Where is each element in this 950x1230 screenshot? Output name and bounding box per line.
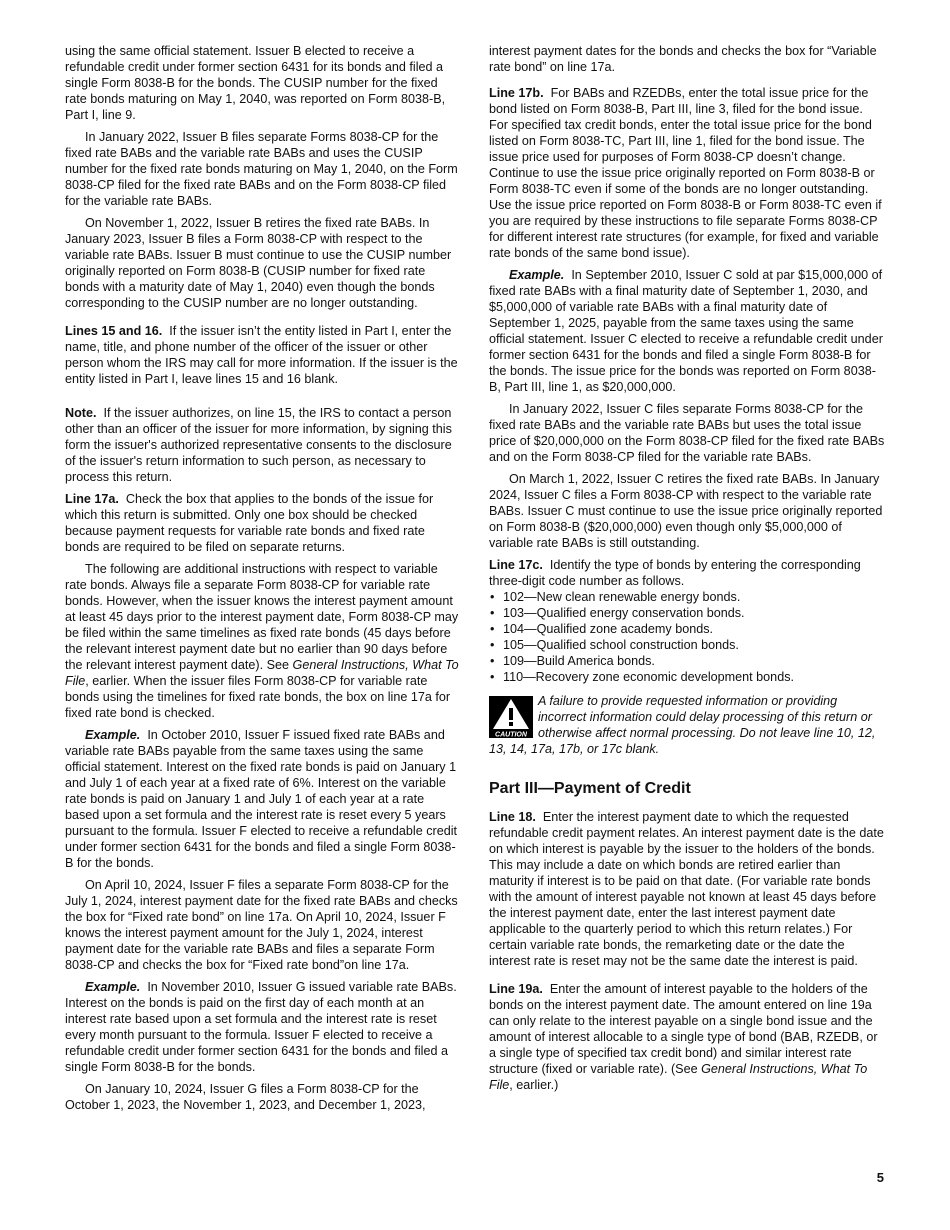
example-heading: Example. <box>85 728 141 742</box>
caution-text: A failure to provide requested information or providing incorrect information could delay processing of this return or otherwise affect normal processing. Do not leave line 10, 12, 13, 14, 17a, 17b, or 17c blank. <box>489 694 876 756</box>
example-text: In November 2010, Issuer G issued variable rate BABs. Interest on the bonds is paid on the first day of each month at an interest rate based upon a set formula and the interest rate is reset every month pursuant to the formula. Issuer F elected to receive a refundable credit under former section 6431 for the bonds and filed a single Form 8038-B for the bonds. <box>65 980 457 1074</box>
paragraph: On March 1, 2022, Issuer C retires the fixed rate BABs. In January 2024, Issuer C files a Form 8038-CP with respect to the variable rate BABs. Issuer C must continue to use the issue price originally reported on Form 8038-B ($20,000,000) even though only $5,000,000 of variable rate BABs is still outstanding. <box>489 472 883 550</box>
page-number: 5 <box>876 1170 884 1185</box>
line-17c-heading: Line 17c. <box>489 558 543 572</box>
line-18-heading: Line 18. <box>489 810 536 824</box>
list-item: • 102—New clean renewable energy bonds. <box>489 589 885 605</box>
caution-label: CAUTION <box>495 731 527 738</box>
caution-box <box>489 693 885 757</box>
paragraph: interest payment dates for the bonds and checks the box for “Variable rate bond” on line 17a. <box>489 44 877 74</box>
list-item: • 103—Qualified energy conservation bonds. <box>489 605 885 621</box>
example-text: In October 2010, Issuer F issued fixed rate BABs and variable rate BABs payable from the same taxes using the same official statement. Interest on the fixed rate bonds is paid on January 1 and July 1 of each year at a fixed rate of 6%. Interest on the variable rate bonds is paid on January 1 and July 1 of each year at a rate based upon a set formula and the interest rate is reset every 5 years pursuant to the formula. Issuer F elected to receive a refundable credit under former section 6431 for the bonds and filed a single Form 8038-B for the bonds. <box>65 728 458 870</box>
line-17c-section <box>489 557 885 589</box>
caution-icon <box>489 696 533 738</box>
line-17c-text: Identify the type of bonds by entering the corresponding three-digit code number as follows. <box>489 558 861 588</box>
left-column <box>65 43 461 1119</box>
variable-rate-text-end: , earlier. When the issuer files Form 8038-CP for variable rate bonds using the timelines for fixed rate bonds, the box on line 17a for fixed rate bond is checked. <box>65 674 451 720</box>
line-19a-heading: Line 19a. <box>489 982 543 996</box>
lines-15-16-section <box>65 323 461 387</box>
line-17b-heading: Line 17b. <box>489 86 544 100</box>
note-text: If the issuer authorizes, on line 15, the IRS to contact a person other than an officer of the issuer for more information, by signing this form the issuer's authorized representative consents to the disclosure of the issuer's return information to such person, as necessary to process this return. <box>65 406 452 484</box>
lines-15-16-heading: Lines 15 and 16. <box>65 324 163 338</box>
list-item: • 109—Build America bonds. <box>489 653 885 669</box>
line-19a-text-end: , earlier.) <box>509 1078 559 1092</box>
example-text: In September 2010, Issuer C sold at par $15,000,000 of fixed rate BABs with a final maturity date of September 1, 2030, and $5,000,000 of variable rate BABs with a final maturity date of September 1, 2025, payable from the same taxes using the same official statement. Issuer C elected to receive a refundable credit under former section 6431 for the bonds and filed a single Form 8038-B for the bonds. The issue price for the bonds was reported on Form 8038-B, Part III, line 1, as $20,000,000. <box>489 268 883 394</box>
line-18-text: Enter the interest payment date to which the requested refundable credit payment relates. An interest payment date is the date on which interest is payable by the issuer to the holders of the bonds. This may include a date on which bonds are retired earlier than maturity if interest is to be paid on that date. (For variable rate bonds with the amount of interest payable not known at least 45 days before the interest payment date, enter the last interest payment date applicable to the quarterly period to which this return relates.) For certain variable rate bonds, the remarketing date or the date the interest rate is reset may not be the same date the interest is paid. <box>489 810 884 968</box>
example-heading: Example. <box>509 268 565 282</box>
part-iii-heading: Part III—Payment of Credit <box>489 780 691 797</box>
line-17b-section <box>489 85 885 261</box>
paragraph: In January 2022, Issuer C files separate Forms 8038-CP for the fixed rate BABs and the variable rate BABs but uses the total issue price of $20,000,000 on the Form 8038-CP filed for the fixed rate BABs and on the Form 8038-CP filed for the variable rate BABs. <box>489 402 885 464</box>
line-17b-text: For BABs and RZEDBs, enter the total issue price for the bond listed on Form 8038-B, Part III, line 3, filed for the bond issue. For specified tax credit bonds, enter the total issue price for the bond listed on Form 8038-TC, Part III, line 1, filed for the bond issue. The issue price used for purposes of Form 8038-CP doesn’t change. Continue to use the issue price originally reported on Form 8038-B or Form 8038-TC even if some of the bonds are no longer outstanding. Use the issue price reported on Form 8038-B or Form 8038-TC even if you are required by these instructions to file separate Forms 8038-CP for different interest rate structures (for example, for fixed and variable rate bonds of the same bond issue). <box>489 86 882 260</box>
example-heading: Example. <box>85 980 141 994</box>
bond-code-list <box>489 589 885 685</box>
example-issuer-g <box>65 979 461 1075</box>
list-item: • 104—Qualified zone academy bonds. <box>489 621 885 637</box>
list-item: • 105—Qualified school construction bonds. <box>489 637 885 653</box>
right-column <box>489 43 885 1099</box>
paragraph: In January 2022, Issuer B files separate Forms 8038-CP for the fixed rate BABs and the variable rate BABs and uses the CUSIP number for the fixed rate bonds maturing on May 1, 2040, on the Form 8038-CP filed for the fixed rate BABs and on the Form 8038-CP filed for the variable rate BABs. <box>65 130 458 208</box>
cross-reference: General Instructions, What To File <box>65 658 459 688</box>
line-17a-text: Check the box that applies to the bonds of the issue for which this return is submitted. Only one box should be checked because payment requests for variable rate bonds and fixed rate bonds are required to be filed on separate returns. <box>65 492 434 554</box>
example-issuer-f <box>65 727 461 871</box>
list-item: • 110—Recovery zone economic development bonds. <box>489 669 885 685</box>
paragraph: On January 10, 2024, Issuer G files a Form 8038-CP for the October 1, 2023, the November 1, 2023, and December 1, 2023, <box>65 1082 426 1112</box>
line-19a-section <box>489 981 885 1093</box>
cross-reference: General Instructions, What To File <box>489 1062 868 1092</box>
line-17a-section <box>65 491 461 555</box>
paragraph: On November 1, 2022, Issuer B retires the fixed rate BABs. In January 2023, Issuer B files a Form 8038-CP with respect to the variable rate BABs. Issuer B must continue to use the CUSIP number originally reported on Form 8038-B (CUSIP number for fixed rate bonds with a maturity date of May 1, 2040) even though the bonds corresponding to the CUSIP number are no longer outstanding. <box>65 216 452 310</box>
note-heading: Note. <box>65 406 97 420</box>
variable-rate-text: The following are additional instructions with respect to variable rate bonds. Always file a separate Form 8038-CP for variable rate bonds. However, when the issuer knows the interest payment amount at least 45 days prior to the interest payment date, Form 8038-CP may be filed within the same timelines as fixed rate bonds (45 days before the relevant interest payment date but no earlier than 90 days before the relevant interest payment date). See <box>65 562 459 672</box>
line-17a-heading: Line 17a. <box>65 492 119 506</box>
paragraph: using the same official statement. Issuer B elected to receive a refundable credit under former section 6431 for its bonds and filed a single Form 8038-B for the bonds. The CUSIP number for the fixed rate bonds maturing on May 1, 2040, was reported on Form 8038-B, Part I, line 9. <box>65 44 446 122</box>
example-issuer-c <box>489 267 885 395</box>
paragraph: On April 10, 2024, Issuer F files a separate Form 8038-CP for the July 1, 2024, interest payment date for the fixed rate BABs and checks the box for “Fixed rate bond” on line 17a. On April 10, 2024, Issuer F knows the interest payment amount for the July 1, 2024, interest payment date for the variable rate BABs and files a separate Form 8038-CP and checks the box for “Fixed rate bond”on line 17a. <box>65 878 458 972</box>
line-19a-text: Enter the amount of interest payable to the holders of the bonds on the interest payment date. The amount entered on line 19a can only relate to the interest payable on a single bond issue and the amount of interest allocable to a single type of bond (BAB, RZEDB, or a single type of specified tax credit bond) and similar interest rate structure (fixed or variable rate). (See <box>489 982 878 1076</box>
variable-rate-paragraph <box>65 561 461 721</box>
line-18-section <box>489 809 885 969</box>
note-section <box>65 405 461 485</box>
lines-15-16-text: If the issuer isn’t the entity listed in Part I, enter the name, title, and phone number of the officer of the issuer or other person whom the IRS may call for more information. If the issuer is the entity listed in Part I, leave lines 15 and 16 blank. <box>65 324 458 386</box>
